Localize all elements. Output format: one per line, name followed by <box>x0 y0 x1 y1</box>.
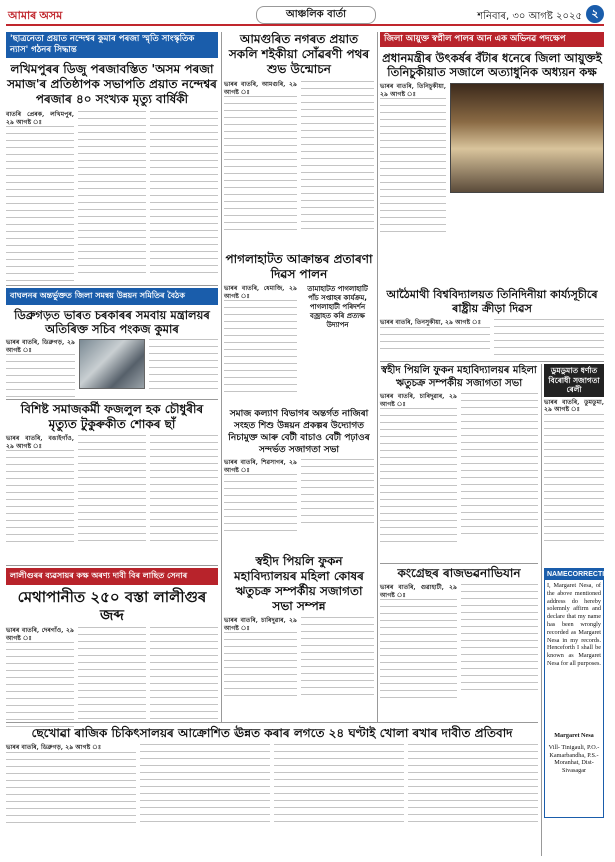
meeting-photo <box>79 339 145 389</box>
article-text <box>544 414 604 544</box>
article-dateline: ভাৰৰ বাতৰি, তিনিচুকীয়া, ২৯ আগষ্ট ঃ <box>380 83 446 98</box>
row-divider <box>6 722 538 723</box>
article-band: লালীগুৰৰ ব্যৱসায়ৰ কক্ষ অৰণ্য দাবী বিৰ লাছিত সেনাৰ <box>6 568 218 585</box>
article-study-room <box>380 32 604 282</box>
article-dateline: ভাৰৰ বাতৰি, আমগুৰি, ২৯ আগষ্ট ঃ <box>224 81 297 96</box>
article-title: ডিব্ৰুগড়ত ভাৰত চৰকাৰৰ সমবায় মন্ত্ৰালয়ৰ অতিৰিক্ত সচিব পংকজ কুমাৰ <box>14 308 210 336</box>
article-text <box>224 96 297 236</box>
article-text <box>6 354 75 400</box>
article-dateline: ভাৰৰ বাতৰি, শিৱসাগৰ, ২৯ আগষ্ট ঃ <box>224 459 297 474</box>
article-dumduma-rally <box>544 364 604 564</box>
article-text <box>224 300 297 394</box>
article-dateline: ভাৰৰ বাতৰি, তিনসুকীয়া, ২৯ আগষ্ট ঃ <box>380 319 481 326</box>
article-title: প্ৰধানমন্ত্ৰীৰ উৎকৰ্ষৰ বঁটাৰ ধনেৰে জিলা আয়ুক্তই তিনিচুকীয়াত সজালে অত্যাধুনিক অধ্যয়ন কক্ষ <box>382 51 602 79</box>
article-text <box>380 599 457 699</box>
row-divider <box>380 563 538 564</box>
page-number: ২ <box>586 5 604 23</box>
row-divider <box>6 565 218 566</box>
article-text <box>78 111 146 277</box>
article-dateline: ভাৰৰ বাতৰি, ডিব্ৰুগড়, ২৯ আগষ্ট ঃ <box>6 744 102 751</box>
article-text <box>6 642 74 728</box>
article-text <box>274 744 404 828</box>
column-divider <box>541 364 542 856</box>
name-correction-notice <box>544 568 615 818</box>
section-label: আঞ্চলিক বাৰ্তা <box>256 6 376 24</box>
article-title: স্বহীদ পিয়লি ফুকন মহাবিদ্যালয়ৰ মহিলা ঋতুচক্ৰ সম্পৰ্কীয় সজাগতা সভা <box>381 365 537 389</box>
article-text <box>224 474 297 534</box>
article-nazira-awareness <box>224 408 374 548</box>
notice-body: I, Margaret Nesa, of the above mentioned address do hereby solemnly affirm and declare that my name has been wrongly recorded as Margaret Nesa in my records. Henceforth I shall be known as Margaret Nesa for all purposes. <box>547 582 601 667</box>
article-text <box>301 459 374 529</box>
article-lali-gur-seizure <box>6 568 218 720</box>
article-text <box>301 81 374 231</box>
article-text <box>380 327 490 353</box>
article-text <box>149 339 218 395</box>
article-text <box>6 126 74 284</box>
article-text <box>150 111 218 277</box>
article-dateline: ভাৰৰ বাতৰি, চাৰিদুৱাৰ, ২৯ আগষ্ট ঃ <box>224 617 297 632</box>
article-dateline: ভাৰৰ বাতৰি, ডিব্ৰুগড়, ২৯ আগষ্ট ঃ <box>6 339 75 354</box>
article-title: ছেখোৱা ৰাজিক চিকিৎসালয়ৰ আক্ৰোশিত ঊন্নত কৰাৰ লগতে ২৪ ঘণ্টাই খোলা ৰখাৰ দাবীত প্ৰতিবাদ <box>31 726 513 740</box>
article-text <box>380 98 446 238</box>
article-text <box>78 435 146 543</box>
article-paglahat <box>224 252 374 402</box>
article-text <box>6 752 136 826</box>
article-sports-day <box>380 288 604 358</box>
article-text <box>380 408 457 544</box>
newspaper-logo: আমাৰ অসম <box>8 10 63 22</box>
article-title: সমাজ কল্যাণ বিভাগৰ অন্তৰ্গত নাজিৰা সংহত শিশু উন্নয়ন প্ৰকল্পৰ উদ্যোগত নিচামুক্ত আৰু বেটী বাচাও বেটী পঢ়াওৰ সন্দৰ্ভত সজাগতা সভা <box>228 409 370 455</box>
article-band: বাঘলনৰ অন্তৰ্ভুক্তত জিলা সমন্বয় উন্নয়ন সমিতিৰ বৈঠক <box>6 288 218 305</box>
article-congress-rajbhawan <box>380 566 538 716</box>
article-band: 'ছাত্ৰনেতা প্ৰয়াত নন্দেশ্বৰ কুমাৰ পৰজা স্মৃতি সাংস্কৃতিক ন্যাস' গঠনৰ সিদ্ধান্ত <box>6 32 218 58</box>
article-amguri-road <box>224 32 374 247</box>
row-divider <box>6 399 218 400</box>
article-text <box>301 617 374 697</box>
article-text <box>494 319 604 355</box>
library-photo <box>450 83 604 193</box>
article-dateline: ভাৰৰ বাতৰি, গুৱাহাটী, ২৯ আগষ্ট ঃ <box>380 584 457 599</box>
row-divider <box>380 361 604 362</box>
article-dateline: বাতৰি প্ৰেৰক, লখিমপুৰ, ২৯ আগষ্ট ঃ <box>6 111 74 126</box>
article-cooperation-secretary <box>6 288 218 396</box>
article-text <box>78 627 146 723</box>
article-text <box>461 393 538 539</box>
article-text <box>150 627 218 723</box>
article-women-cell-meeting <box>224 554 374 704</box>
article-fazlul-haque <box>6 402 218 562</box>
article-text <box>461 584 538 694</box>
masthead <box>6 4 604 26</box>
article-text <box>6 450 74 548</box>
column-divider <box>377 32 378 722</box>
article-dateline: ভাৰৰ বাতৰি, ডুমডুমা, ২৯ আগষ্ট ঃ <box>544 398 604 414</box>
article-hospital-protest <box>6 726 538 856</box>
article-text <box>408 744 538 828</box>
article-text <box>150 435 218 543</box>
article-menstrual-awareness <box>380 364 538 560</box>
article-parja-anniversary <box>6 32 218 282</box>
article-dateline: ভাৰৰ বাতৰি, চাৰিদুৱাৰ, ২৯ আগষ্ট ঃ <box>380 393 457 408</box>
article-dateline: ভাৰৰ বাতৰি, বঙাইগাঁও, ২৯ আগষ্ট ঃ <box>6 435 74 450</box>
article-title: পাগলাহাটত আক্ৰান্তৰ প্ৰতাৰণা দিৱস পালন <box>225 252 373 281</box>
article-dateline: ভাৰৰ বাতৰি, ধেমাজি, ২৯ আগষ্ট ঃ <box>224 285 297 300</box>
notice-title: NAMECORRECTION <box>547 571 615 578</box>
notice-signature: Margaret Nesa <box>554 732 594 739</box>
notice-address: Vill- Tinigauli, P.O.- Kamarbandha, P.S.- Moranhat, Dist- Sivasagar <box>548 743 600 775</box>
column-divider <box>221 32 222 722</box>
article-subtitle: তামাহাটত পাগলাহাটি পাঁচ সপ্তাহৰ কাৰ্যক্ৰম, পাগলাহাটী পৰিদৰ্শন বজ্ৰাহত কৰি প্ৰত্যক্ষ উদ্যাপন <box>307 285 368 329</box>
article-title: বিশিষ্ট সমাজকৰ্মী ফজলুল হক চৌধুৰীৰ মৃত্যুত টুকুৰুকীত শোকৰ ছাঁ <box>20 402 204 431</box>
article-band: জিলা আয়ুক্ত স্বপ্নীল পালৰ আন এক অভিনৱ পদক্ষেপ <box>380 32 604 47</box>
article-dateline: ভাৰৰ বাতৰি, দেৰগাঁও, ২৯ আগষ্ট ঃ <box>6 627 74 642</box>
article-text <box>224 632 297 702</box>
article-title: স্বহীদ পিয়লি ফুকন মহাবিদ্যালয়ৰ মহিলা কোষৰ ঋতুচক্ৰ সম্পৰ্কীয় সজাগতা সভা সম্পন্ন <box>234 554 364 613</box>
issue-date: শনিবাৰ, ৩০ আগষ্ট ২০২৫ <box>477 11 582 22</box>
article-text <box>140 744 270 828</box>
article-title: ডুমডুমাত ধৰ্ণাত বিৰোধী সজাগতা ৰেলী <box>544 364 604 397</box>
row-divider <box>6 285 218 286</box>
article-title: আমগুৰিত নগৰত প্ৰয়াত সকলি শইকীয়া সোঁৱৰণী পথৰ শুভ উন্মোচন <box>228 32 370 76</box>
article-title: আঠৈমাথী বিশ্ববিদ্যালয়ত তিনিদিনীয়া কাৰ্য্যসূচীৰে ৰাষ্ট্ৰীয় ক্ৰীড়া দিৱস <box>386 288 598 315</box>
article-title: লখিমপুৰৰ ডিজু পৰজাবস্তিত 'অসম পৰজা সমাজ'ৰ প্ৰতিষ্ঠাপক সভাপতি প্ৰয়াত নন্দেশ্বৰ পৰজাৰ ৪০ সংখ্যক মৃত্যু বাৰ্ষিকী <box>7 62 217 106</box>
article-title: মেথাপানীত ২৫০ বস্তা লালীগুৰ জব্দ <box>17 588 207 624</box>
article-title: কংগ্ৰেছৰ ৰাজভৱনাভিযান <box>397 566 521 580</box>
